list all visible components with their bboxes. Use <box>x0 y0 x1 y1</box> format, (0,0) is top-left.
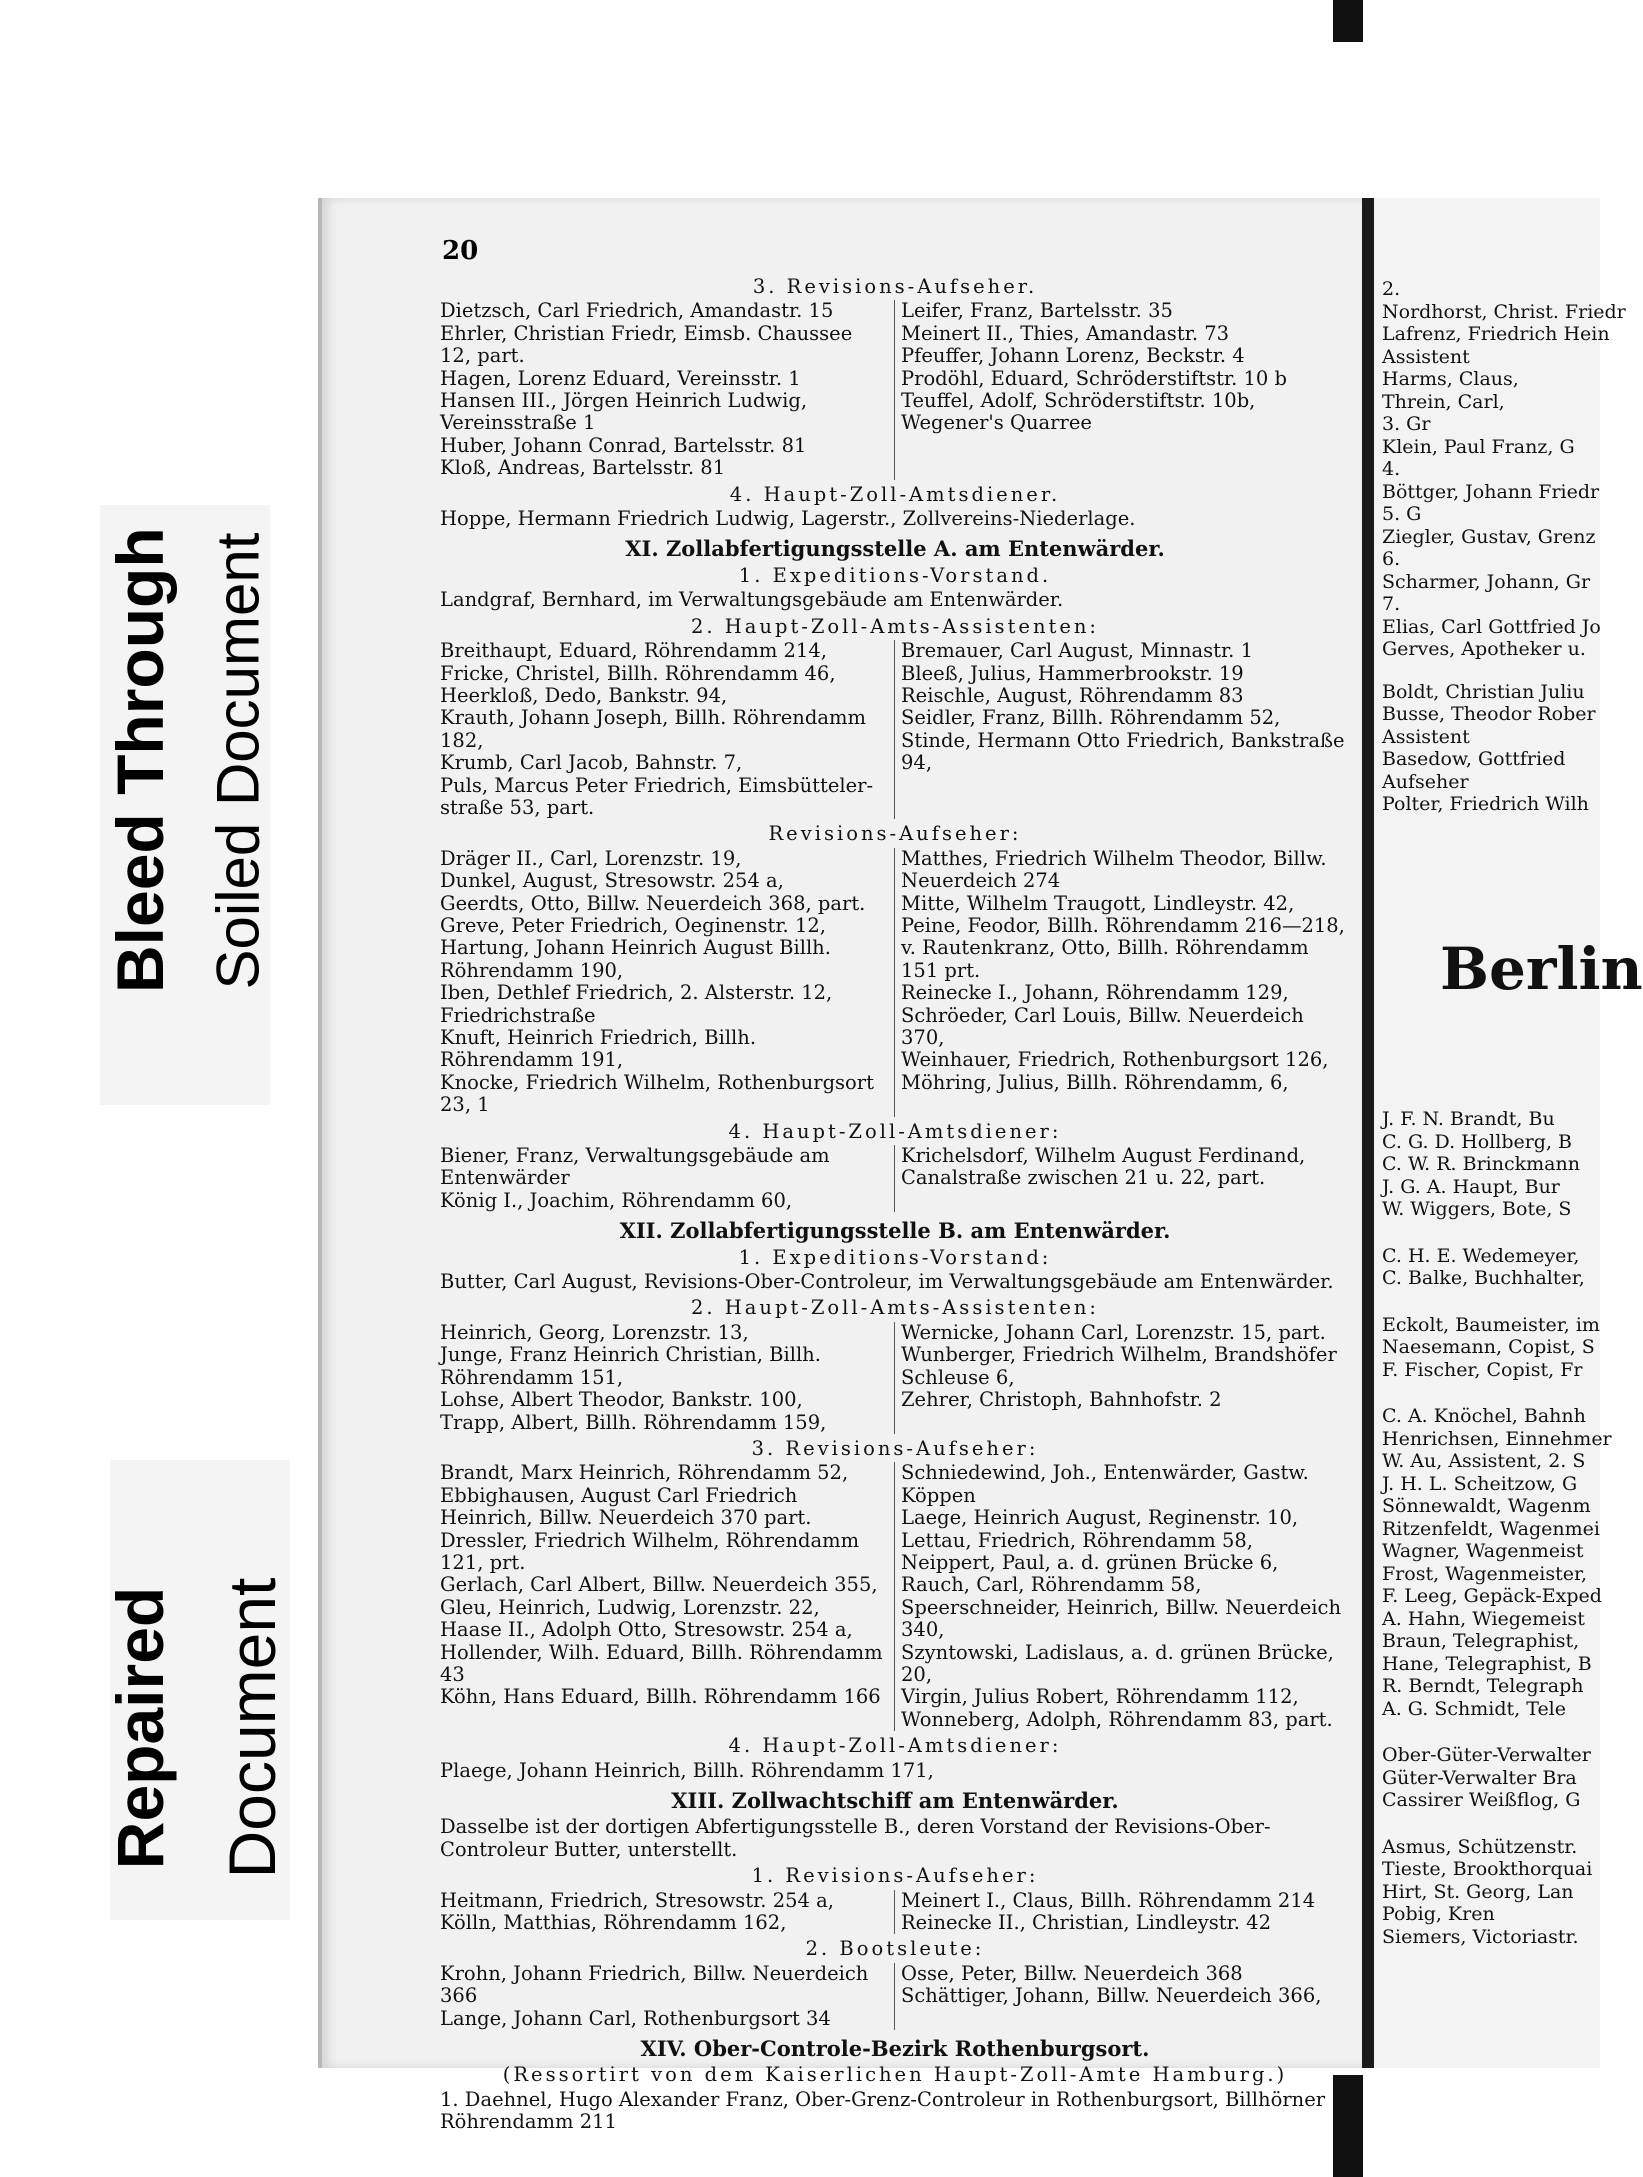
left-column <box>440 1890 895 1935</box>
facing-line: A. Hahn, Wiegemeist <box>1382 1607 1585 1630</box>
facing-line: Polter, Friedrich Wilh <box>1382 793 1589 815</box>
section-subheading: 4. Haupt-Zoll-Amtsdiener: <box>728 1734 1062 1758</box>
entry: Trapp, Albert, Billh. Röhrendamm 159, <box>440 1410 827 1434</box>
page-gutter <box>1362 198 1374 2068</box>
entry: Hoppe, Hermann Friedrich Ludwig, Lagerstr., Zollvereins-Niederlage. <box>440 507 1136 531</box>
facing-line: 7. <box>1382 593 1401 615</box>
facing-line: Ritzenfeldt, Wagenmei <box>1382 1517 1600 1540</box>
entry: Lange, Johann Carl, Rothenburgsort 34 <box>440 2006 831 2030</box>
entry: Speerschneider, Heinrich, Billw. Neuerdeich 340, <box>901 1595 1342 1642</box>
entry: v. Rautenkranz, Otto, Billh. Röhrendamm 151 prt. <box>901 936 1309 982</box>
label-soiled-document: Soiled Document <box>204 532 272 990</box>
entry: Kloß, Andreas, Bartelsstr. 81 <box>440 456 726 480</box>
entry: Prodöhl, Eduard, Schröderstiftstr. 10 b <box>901 366 1287 390</box>
facing-line: Lafrenz, Friedrich Hein <box>1382 323 1610 345</box>
entry: Seidler, Franz, Billh. Röhrendamm 52, <box>901 706 1281 730</box>
facing-line: W. Wiggers, Bote, S <box>1382 1198 1572 1220</box>
left-column <box>440 1963 895 2030</box>
entry: Reinecke I., Johann, Röhrendamm 129, <box>901 981 1289 1005</box>
entry: Dunkel, August, Stresowstr. 254 a, <box>440 869 784 893</box>
entry: Meinert II., Thies, Amandastr. 73 <box>901 321 1230 345</box>
right-column <box>895 1322 1350 1434</box>
entry: Knocke, Friedrich Wilhelm, Rothenburgsort 23, 1 <box>440 1070 874 1117</box>
facing-line: Sönnewaldt, Wagenm <box>1382 1495 1591 1517</box>
facing-line: Pobig, Kren <box>1382 1903 1495 1925</box>
facing-line: C. Balke, Buchhalter, <box>1382 1267 1585 1289</box>
facing-heading: Berlin <box>1440 935 1643 1003</box>
left-column <box>440 1322 895 1434</box>
facing-line: 3. Gr <box>1382 413 1431 435</box>
right-column <box>895 300 1350 479</box>
facing-line: C. G. D. Hollberg, B <box>1382 1130 1573 1153</box>
entry: Krumb, Carl Jacob, Bahnstr. 7, <box>440 751 743 775</box>
facing-line: W. Au, Assistent, 2. S <box>1382 1450 1586 1472</box>
two-column-list <box>440 640 1350 819</box>
entry: Kölln, Matthias, Röhrendamm 162, <box>440 1911 787 1935</box>
facing-line: J. F. N. Brandt, Bu <box>1382 1108 1555 1130</box>
two-column-list <box>440 1322 1350 1434</box>
entry: Krauth, Johann Joseph, Billh. Röhrendamm 182, <box>440 706 866 752</box>
facing-line: 2. <box>1382 278 1401 300</box>
entry: Pfeuffer, Johann Lorenz, Beckstr. 4 <box>901 344 1245 368</box>
entry: Haase II., Adolph Otto, Stresowstr. 254 a, <box>440 1618 853 1642</box>
facing-line: Basedow, Gottfried <box>1382 748 1566 770</box>
facing-line: Aufseher <box>1382 770 1469 793</box>
right-column <box>895 1145 1350 1212</box>
facing-line: Henrichsen, Einnehmer <box>1382 1427 1612 1450</box>
entry: Bleeß, Julius, Hammerbrookstr. 19 <box>901 661 1244 685</box>
entry: Knuft, Heinrich Friedrich, Billh. Röhrendamm 191, <box>440 1026 757 1072</box>
entry: Schättiger, Johann, Billw. Neuerdeich 366, <box>901 1984 1322 2008</box>
section-subheading: 4. Haupt-Zoll-Amtsdiener: <box>728 1119 1062 1143</box>
section-heading: XII. Zollabfertigungsstelle B. am Entenwärder. <box>619 1218 1171 1244</box>
facing-line: Ober-Güter-Verwalter <box>1382 1744 1591 1766</box>
entry: Krohn, Johann Friedrich, Billw. Neuerdeich 366 <box>440 1961 869 2008</box>
page-number: 20 <box>442 236 479 266</box>
entry: Szyntowski, Ladislaus, a. d. grünen Brücke, 20, <box>901 1640 1334 1686</box>
facing-line: Böttger, Johann Friedr <box>1382 480 1600 503</box>
entry: Virgin, Julius Robert, Röhrendamm 112, <box>901 1685 1299 1709</box>
facing-line: Naesemann, Copist, S <box>1382 1336 1595 1358</box>
entry: Neippert, Paul, a. d. grünen Brücke 6, <box>901 1550 1279 1574</box>
right-column <box>895 1462 1350 1731</box>
left-column <box>440 848 895 1117</box>
entry: Heerkloß, Dedo, Bankstr. 94, <box>440 683 728 707</box>
facing-line: Assistent <box>1382 725 1470 748</box>
entry: Gerlach, Carl Albert, Billw. Neuerdeich 355, <box>440 1573 878 1597</box>
section-subheading: 1. Expeditions-Vorstand. <box>738 563 1052 587</box>
entry: Teuffel, Adolf, Schröderstiftstr. 10b, Wegener's Quarree <box>901 389 1256 435</box>
facing-line: Frost, Wagenmeister, <box>1382 1562 1588 1585</box>
facing-line: Klein, Paul Franz, G <box>1382 435 1575 458</box>
entry: Krichelsdorf, Wilhelm August Ferdinand, Canalstraße zwischen 21 u. 22, part. <box>901 1144 1306 1190</box>
facing-line: Harms, Claus, <box>1382 368 1519 390</box>
two-column-list <box>440 1890 1350 1935</box>
entry: Osse, Peter, Billw. Neuerdeich 368 <box>901 1961 1243 1985</box>
section-heading: XIV. Ober-Controle-Bezirk Rothenburgsort. <box>640 2036 1150 2062</box>
entry: Schniedewind, Joh., Entenwärder, Gastw. Köppen <box>901 1461 1309 1507</box>
facing-line: 6. <box>1382 548 1401 570</box>
facing-line: F. Leeg, Gepäck-Exped <box>1382 1585 1602 1607</box>
entry: Hansen III., Jörgen Heinrich Ludwig, Vereinsstraße 1 <box>440 389 808 435</box>
entry: Reischle, August, Röhrendamm 83 <box>901 683 1244 707</box>
entry: Huber, Johann Conrad, Bartelsstr. 81 <box>440 433 807 457</box>
facing-line: Eckolt, Baumeister, im <box>1382 1313 1600 1336</box>
entry: Plaege, Johann Heinrich, Billh. Röhrendamm 171, <box>440 1758 934 1782</box>
two-column-list <box>440 300 1350 479</box>
entry: Peine, Feodor, Billh. Röhrendamm 216—218, <box>901 913 1345 937</box>
facing-line: C. W. R. Brinckmann <box>1382 1153 1580 1175</box>
entry: Weinhauer, Friedrich, Rothenburgsort 126, <box>901 1048 1329 1072</box>
facing-line: Wagner, Wagenmeist <box>1382 1540 1584 1562</box>
section-subheading: 3. Revisions-Aufseher. <box>752 275 1038 298</box>
facing-line: Gerves, Apotheker u. <box>1382 638 1586 660</box>
entry: Meinert I., Claus, Billh. Röhrendamm 214 <box>901 1888 1316 1912</box>
facing-line: 5. G <box>1382 503 1422 525</box>
section-subheading: 4. Haupt-Zoll-Amtsdiener. <box>729 482 1061 506</box>
facing-line: Scharmer, Johann, Gr <box>1382 570 1591 593</box>
right-column <box>895 640 1350 819</box>
right-column <box>895 1890 1350 1935</box>
entry: Greve, Peter Friedrich, Oeginenstr. 12, <box>440 913 826 937</box>
entry: Wonneberg, Adolph, Röhrendamm 83, part. <box>901 1707 1333 1731</box>
facing-line: Tieste, Brookthorquai <box>1382 1858 1593 1880</box>
entry: Lohse, Albert Theodor, Bankstr. 100, <box>440 1388 803 1412</box>
entry: Wunberger, Friedrich Wilhelm, Brandshöfer Schleuse 6, <box>901 1343 1337 1389</box>
entry: Geerdts, Otto, Billw. Neuerdeich 368, part. <box>440 891 866 915</box>
two-column-list <box>440 1963 1350 2030</box>
left-column <box>440 1145 895 1212</box>
facing-line: Braun, Telegraphist, <box>1382 1630 1580 1652</box>
facing-line: C. H. E. Wedemeyer, <box>1382 1244 1580 1267</box>
entry: Laege, Heinrich August, Reginenstr. 10, <box>901 1506 1299 1530</box>
section-heading: XI. Zollabfertigungsstelle A. am Entenwärder. <box>625 536 1165 562</box>
two-column-list <box>440 848 1350 1117</box>
facing-line: Threin, Carl, <box>1382 390 1505 413</box>
facing-line: Hirt, St. Georg, Lan <box>1382 1880 1574 1903</box>
entry: Fricke, Christel, Billh. Röhrendamm 46, <box>440 661 836 685</box>
entry: 1. Daehnel, Hugo Alexander Franz, Ober-Grenz-Controleur in Rothenburgsort, Billhörner Röhrendamm 211 <box>440 2087 1326 2134</box>
facing-line: Ziegler, Gustav, Grenz <box>1382 525 1596 548</box>
facing-line: Elias, Carl Gottfried Jo <box>1382 615 1601 638</box>
right-column <box>895 1963 1350 2030</box>
entry: Ebbighausen, August Carl Friedrich Heinrich, Billw. Neuerdeich 370 part. <box>440 1483 812 1530</box>
section-subheading: 2. Haupt-Zoll-Amts-Assistenten: <box>690 614 1100 638</box>
label-document: Document <box>215 1577 289 1879</box>
section-subheading: 1. Revisions-Aufseher: <box>751 1864 1039 1888</box>
entry: Gleu, Heinrich, Ludwig, Lorenzstr. 22, <box>440 1595 820 1619</box>
section-heading: XIII. Zollwachtschiff am Entenwärder. <box>671 1788 1119 1813</box>
entry: Dasselbe ist der dortigen Abfertigungsstelle B., deren Vorstand der Revisions-Ober-Controleur Butter, unterstellt. <box>440 1815 1271 1861</box>
entry: Breithaupt, Eduard, Röhrendamm 214, <box>440 639 827 663</box>
entry: Hagen, Lorenz Eduard, Vereinsstr. 1 <box>440 366 801 390</box>
section-subheading: 3. Revisions-Aufseher: <box>751 1436 1039 1460</box>
entry: Mitte, Wilhelm Traugott, Lindleystr. 42, <box>901 891 1295 915</box>
facing-line: Cassirer Weißflog, G <box>1382 1789 1581 1811</box>
facing-line: C. A. Knöchel, Bahnh <box>1382 1405 1586 1427</box>
facing-line: J. H. L. Scheitzow, G <box>1382 1472 1578 1495</box>
entry: Dietzsch, Carl Friedrich, Amandastr. 15 <box>440 299 834 323</box>
entry: Ehrler, Christian Friedr, Eimsb. Chaussee 12, part. <box>440 321 853 368</box>
entry: Reinecke II., Christian, Lindleystr. 42 <box>901 1911 1271 1935</box>
facing-line: Güter-Verwalter Bra <box>1382 1766 1577 1789</box>
entry: Puls, Marcus Peter Friedrich, Eimsbütteler-straße 53, part. <box>440 773 874 819</box>
two-column-list <box>440 1462 1350 1731</box>
entry: Heitmann, Friedrich, Stresowstr. 254 a, <box>440 1888 834 1912</box>
entry: Zehrer, Christoph, Bahnhofstr. 2 <box>901 1388 1222 1412</box>
facing-line: F. Fischer, Copist, Fr <box>1382 1358 1583 1381</box>
facing-line: A. G. Schmidt, Tele <box>1382 1697 1567 1720</box>
entry: Brandt, Marx Heinrich, Röhrendamm 52, <box>440 1461 849 1485</box>
facing-line: Hane, Telegraphist, B <box>1382 1652 1592 1675</box>
section-subheading: 2. Bootsleute: <box>805 1937 985 1961</box>
entry: Heinrich, Georg, Lorenzstr. 13, <box>440 1320 749 1344</box>
left-column <box>440 1462 895 1731</box>
entry: Matthes, Friedrich Wilhelm Theodor, Billw. Neuerdeich 274 <box>901 846 1327 893</box>
page-content <box>440 272 1350 2136</box>
facing-line: Busse, Theodor Rober <box>1382 703 1596 725</box>
left-column <box>440 300 895 479</box>
entry: Biener, Franz, Verwaltungsgebäude am Entenwärder <box>440 1144 830 1190</box>
facing-line: R. Berndt, Telegraph <box>1382 1675 1584 1697</box>
label-repaired: Repaired <box>103 1586 177 1870</box>
entry: Stinde, Hermann Otto Friedrich, Bankstraße 94, <box>901 728 1345 775</box>
entry: Köhn, Hans Eduard, Billh. Röhrendamm 166 <box>440 1685 881 1709</box>
entry: König I., Joachim, Röhrendamm 60, <box>440 1188 793 1212</box>
entry: Iben, Dethlef Friedrich, 2. Alsterstr. 12, Friedrichstraße <box>440 981 833 1027</box>
entry: Lettau, Friedrich, Röhrendamm 58, <box>901 1528 1253 1552</box>
section-subheading: Revisions-Aufseher: <box>768 822 1022 846</box>
label-bleed-through: Bleed Through <box>103 527 177 993</box>
right-column <box>895 848 1350 1117</box>
binding-top <box>1333 0 1363 42</box>
entry: Schröeder, Carl Louis, Billw. Neuerdeich 370, <box>901 1003 1304 1049</box>
facing-line: Boldt, Christian Juliu <box>1382 680 1585 703</box>
entry: Landgraf, Bernhard, im Verwaltungsgebäude am Entenwärder. <box>440 588 1064 612</box>
entry: Leifer, Franz, Bartelsstr. 35 <box>901 299 1173 323</box>
entry: Butter, Carl August, Revisions-Ober-Controleur, im Verwaltungsgebäude am Entenwärder. <box>440 1270 1334 1294</box>
entry: Wernicke, Johann Carl, Lorenzstr. 15, part. <box>901 1320 1326 1344</box>
section-subheading: (Ressortirt von dem Kaiserlichen Haupt-Zoll-Amte Hamburg.) <box>502 2063 1288 2087</box>
facing-line: 4. <box>1382 458 1401 480</box>
facing-line: Nordhorst, Christ. Friedr <box>1382 300 1626 323</box>
entry: Junge, Franz Heinrich Christian, Billh. Röhrendamm 151, <box>440 1343 821 1389</box>
left-column <box>440 640 895 819</box>
facing-line: Asmus, Schützenstr. <box>1382 1835 1578 1858</box>
facing-line: Siemers, Victoriastr. <box>1382 1925 1579 1948</box>
section-subheading: 1. Expeditions-Vorstand: <box>738 1245 1052 1269</box>
entry: Dräger II., Carl, Lorenzstr. 19, <box>440 846 742 870</box>
section-subheading: 2. Haupt-Zoll-Amts-Assistenten: <box>690 1296 1100 1320</box>
two-column-list <box>440 1145 1350 1212</box>
entry: Rauch, Carl, Röhrendamm 58, <box>901 1573 1202 1597</box>
facing-line: J. G. A. Haupt, Bur <box>1382 1175 1560 1198</box>
entry: Hollender, Wilh. Eduard, Billh. Röhrendamm 43 <box>440 1640 883 1686</box>
entry: Möhring, Julius, Billh. Röhrendamm, 6, <box>901 1070 1289 1094</box>
entry: Bremauer, Carl August, Minnastr. 1 <box>901 639 1253 663</box>
entry: Dressler, Friedrich Wilhelm, Röhrendamm 121, prt. <box>440 1528 860 1574</box>
entry: Hartung, Johann Heinrich August Billh. Röhrendamm 190, <box>440 936 831 982</box>
facing-line: Assistent <box>1382 345 1470 368</box>
